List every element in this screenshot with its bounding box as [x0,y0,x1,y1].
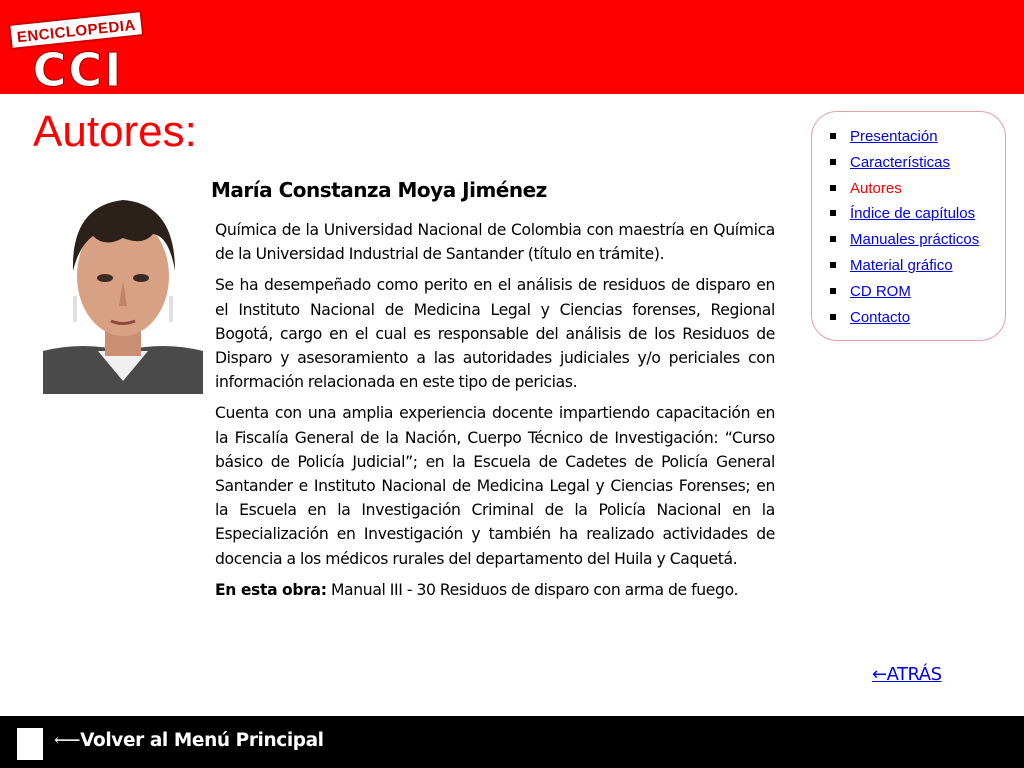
nav-item-presentacion [830,128,979,154]
bullet-icon [830,185,836,191]
bio-paragraph: Química de la Universidad Nacional de Colombia con maestría en Química de la Universidad Industrial de Santander (título en trámite). [215,221,775,264]
bullet-icon [830,288,836,294]
nav-menu [811,111,1006,341]
author-bio [215,218,775,609]
author-name: María Constanza Moya Jiménez [211,178,547,202]
nav-item-cdrom [830,283,979,309]
footer-square-icon [17,728,43,760]
back-arrow-icon: ⟵ [54,730,81,751]
nav-link-contacto[interactable]: Contacto [850,308,911,326]
header-bar [0,0,1024,94]
author-photo [43,176,203,394]
bullet-icon [830,236,836,242]
nav-item-indice [830,205,979,231]
bullet-icon [830,314,836,320]
work-value: Manual III - 30 Residuos de disparo con arma de fuego. [330,580,739,599]
main-menu-link[interactable] [54,730,324,751]
logo-main-text: CCI [32,43,124,92]
bullet-icon [830,159,836,165]
nav-link-autores[interactable]: Autores [850,179,902,197]
bullet-icon [830,133,836,139]
nav-link-cdrom[interactable]: CD ROM [850,282,911,300]
back-link[interactable]: ←ATRÁS [872,664,942,685]
nav-item-autores [830,180,979,206]
logo-top-text: ENCICLOPEDIA [16,16,137,47]
bullet-icon [830,262,836,268]
nav-link-material[interactable]: Material gráfico [850,256,953,274]
enciclopedia-cci-logo[interactable] [6,8,146,92]
nav-link-presentacion[interactable]: Presentación [850,128,938,145]
nav-item-contacto [830,309,979,335]
main-menu-label: Volver al Menú Principal [80,730,324,751]
nav-link-manuales[interactable]: Manuales prácticos [850,231,980,249]
bullet-icon [830,210,836,216]
nav-link-caracteristicas[interactable]: Características [850,153,951,171]
nav-link-indice[interactable]: Índice de capítulos [850,205,976,223]
nav-item-manuales [830,231,979,257]
nav-item-caracteristicas [830,154,979,180]
bio-paragraph: Se ha desempeñado como perito en el análisis de residuos de disparo en el Instituto Nacional de Medicina Legal y Ciencias forenses, Regional Bogotá, cargo en el cual es responsable del análisis de los Residuos de Disparo y asesoramiento a las autoridades judiciales y/o periciales con información relacionada en este tipo de pericias. [215,276,775,392]
work-label: En esta obra: [215,580,327,599]
work-paragraph [215,578,775,602]
footer-bar [0,716,1024,768]
nav-item-material [830,257,979,283]
page-title: Autores: [33,107,197,156]
bio-paragraph: Cuenta con una amplia experiencia docente impartiendo capacitación en la Fiscalía General de la Nación, Cuerpo Técnico de Investigación: “Curso básico de Policía Judicial”; en la Escuela de Cadetes de Policía General Santander e Instituto Nacional de Medicina Legal y Ciencias Forenses; en la Escuela en la Investigación Criminal de la Policía Nacional en la Especialización en Investigación y también ha realizado actividades de docencia a los médicos rurales del departamento del Huila y Caquetá. [215,404,775,568]
